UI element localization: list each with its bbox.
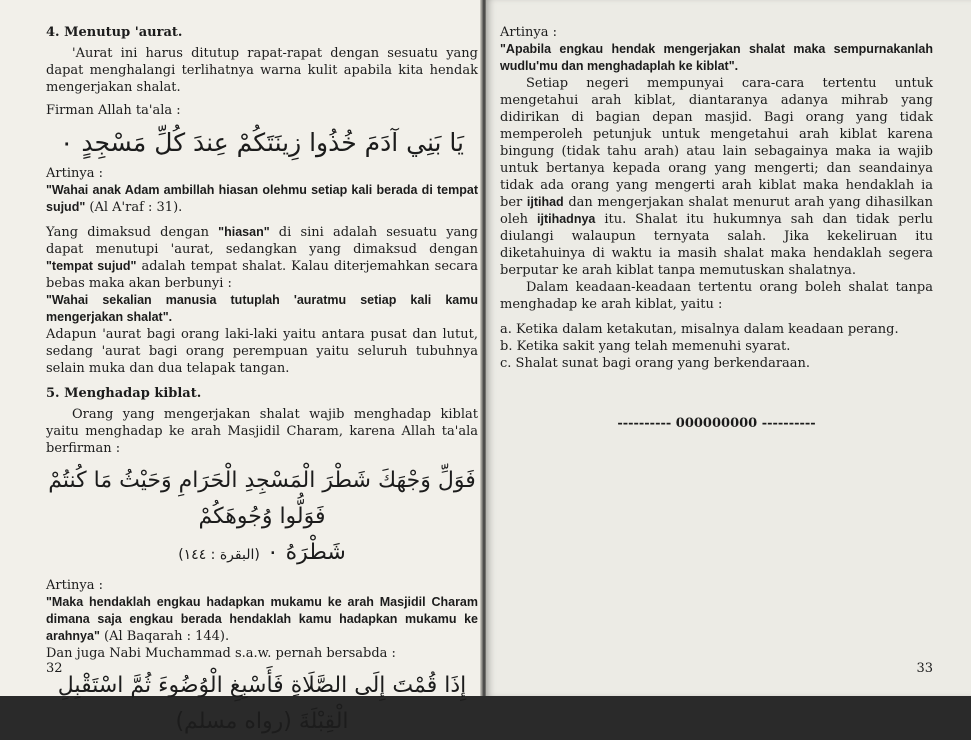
section-4-heading bbox=[46, 24, 478, 41]
hadith-translation: "Apabila engkau hendak mengerjakan shalat maka sempurnakanlah wudlu'mu dan menghadaplah ke kiblat". bbox=[500, 42, 933, 73]
page-number-right: 33 bbox=[916, 661, 933, 676]
artinya-label-3: Artinya : bbox=[500, 25, 557, 40]
left-page bbox=[0, 0, 486, 734]
translation-baqarah-text: "Maka hendaklah engkau hadapkan mukamu ke arah Masjidil Charam dimana saja engkau berada hendaklah kamu hadapkan mukamu ke arahnya" bbox=[46, 595, 478, 643]
section-4-title: Menutup 'aurat. bbox=[64, 25, 183, 40]
list-item: c. Shalat sunat bagi orang yang berkendaraan. bbox=[500, 356, 811, 371]
translation-araf bbox=[46, 182, 478, 216]
list-item: b. Ketika sakit yang telah memenuhi syarat. bbox=[500, 339, 791, 354]
arabic-verse-baqarah-word: شَطْرَهُ ٠ bbox=[266, 540, 346, 565]
aurat-paragraph: 'Aurat ini harus ditutup rapat-rapat dengan sesuatu yang dapat menghalangi terlihatnya warna kulit apabila kita hendak mengerjakan shalat. bbox=[46, 46, 478, 95]
section-5-heading bbox=[46, 385, 478, 402]
translation-baqarah bbox=[46, 594, 478, 645]
arabic-verse-araf: يَا بَنِي آدَمَ خُذُوا زِينَتَكُمْ عِندَ كُلِّ مَسْجِدٍ ٠ bbox=[59, 128, 464, 157]
artinya-label-1: Artinya : bbox=[46, 166, 103, 181]
arabic-verse-baqarah-line2 bbox=[46, 535, 478, 573]
hiasan-text-e: adalah tempat shalat. Kalau diterjemahkan secara bebas maka akan berbunyi : bbox=[46, 259, 479, 291]
translation-baqarah-ref: (Al Baqarah : 144). bbox=[104, 629, 230, 644]
mihrab-text-c: dan mengerjakan shalat menurut arah yang dihasilkan oleh bbox=[500, 195, 933, 227]
exceptions-paragraph: Dalam keadaan-keadaan tertentu orang boleh shalat tanpa menghadap ke arah kiblat, yaitu : bbox=[500, 280, 933, 312]
page-number-left: 32 bbox=[46, 661, 63, 676]
mihrab-text-a: Setiap negeri mempunyai cara-cara tertentu untuk mengetahui arah kiblat, diantaranya adanya mihrab yang didirikan di bagian depan masjid. Bagi orang yang tidak memperoleh petunjuk untuk mengetahui arah kiblat karena bingung (tidak tahu arah) atau lain sebagainya maka ia wajib untuk bertanya kepada orang yang mengerti; dan seandainya tidak ada orang yang mengerti arah kiblat maka hendaklah ia ber bbox=[500, 76, 933, 210]
right-page bbox=[486, 0, 971, 696]
arabic-hadith: إِذَا قُمْتَ إِلَى الصَّلَاةِ فَأَسْبِغِ الْوُضُوءَ ثُمَّ اسْتَقْبِلِ الْقِبْلَةَ (رواه مسلم) bbox=[57, 673, 467, 734]
mihrab-paragraph bbox=[500, 75, 933, 279]
tempat-sujud-term: "tempat sujud" bbox=[46, 259, 137, 273]
ijtihadnya-term: ijtihadnya bbox=[537, 212, 596, 226]
section-5-number: 5. bbox=[46, 386, 60, 401]
firman-label: Firman Allah ta'ala : bbox=[46, 103, 181, 118]
section-5-title: Menghadap kiblat. bbox=[64, 386, 202, 401]
hadith-intro: Dan juga Nabi Muchammad s.a.w. pernah bersabda : bbox=[46, 646, 396, 661]
list-item: a. Ketika dalam ketakutan, misalnya dalam keadaan perang. bbox=[500, 322, 899, 337]
free-translation-quote: "Wahai sekalian manusia tutuplah 'auratmu setiap kali kamu mengerjakan shalat". bbox=[46, 293, 478, 324]
hiasan-term: "hiasan" bbox=[218, 225, 270, 239]
exceptions-list bbox=[500, 321, 933, 372]
section-4-number: 4. bbox=[46, 25, 60, 40]
kiblat-paragraph: Orang yang mengerjakan shalat wajib menghadap kiblat yaitu menghadap ke arah Masjidil Charam, karena Allah ta'ala berfirman : bbox=[46, 407, 478, 456]
arabic-verse-baqarah bbox=[46, 463, 478, 573]
hiasan-text-a: Yang dimaksud dengan bbox=[46, 225, 219, 240]
section-divider: ---------- 000000000 ---------- bbox=[617, 416, 816, 431]
translation-araf-ref: (Al A'raf : 31). bbox=[89, 200, 183, 215]
hiasan-paragraph bbox=[46, 224, 478, 292]
arabic-verse-baqarah-ref: (البقرة : ١٤٤) bbox=[178, 547, 260, 563]
aurat-definition-paragraph: Adapun 'aurat bagi orang laki-laki yaitu antara pusat dan lutut, sedang 'aurat bagi orang perempuan yaitu seluruh tubuhnya selain muka dan dua telapak tangan. bbox=[46, 327, 478, 376]
artinya-label-2: Artinya : bbox=[46, 578, 103, 593]
mihrab-text-e: itu. Shalat itu hukumnya sah dan tidak perlu diulangi walaupun ternyata salah. Jika kekeliruan itu diketahuinya di waktu ia masih shalat maka hendaklah segera berputar ke arah kiblat tanpa memutuskan shalatnya. bbox=[500, 212, 933, 278]
ijtihad-term: ijtihad bbox=[526, 195, 564, 209]
hiasan-text-c: di sini adalah sesuatu yang dapat menutupi 'aurat, sedangkan yang dimaksud dengan bbox=[46, 225, 478, 257]
translation-araf-text: "Wahai anak Adam ambillah hiasan olehmu setiap kali berada di tempat sujud" bbox=[46, 183, 478, 214]
arabic-verse-baqarah-line1: فَوَلِّ وَجْهَكَ شَطْرَ الْمَسْجِدِ الْحَرَامِ وَحَيْثُ مَا كُنتُمْ فَوَلُّوا وُجُوهَكُمْ bbox=[48, 468, 476, 529]
